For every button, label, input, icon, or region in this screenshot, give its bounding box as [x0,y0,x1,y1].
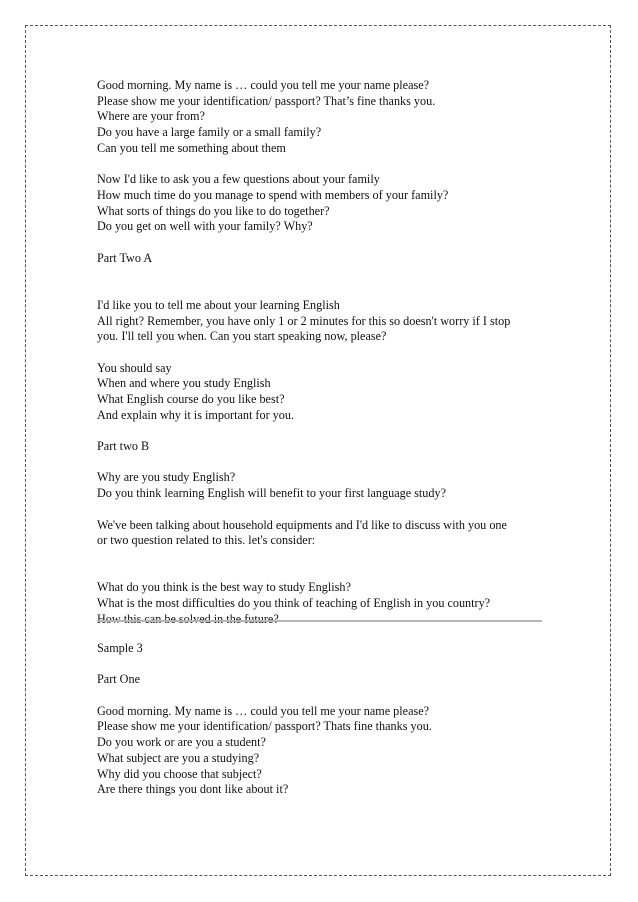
text-line: Why are you study English? [97,470,236,485]
section-divider [97,620,542,622]
text-line: Why did you choose that subject? [97,766,262,781]
text-line: Please show me your identification/ passport? That’s fine thanks you. [97,93,436,108]
section-one [97,78,547,627]
text-line: Where are your from? [97,109,205,124]
text-line: Good morning. My name is … could you tell me your name please? [97,78,430,92]
text-line: You should say [97,360,172,375]
text-line: Please show me your identification/ passport? Thats fine thanks you. [97,719,432,734]
text-line: How much time do you manage to spend with members of your family? [97,187,449,202]
part-one-heading: Part One [97,672,140,687]
text-line: Are there things you dont like about it? [97,782,289,797]
text-line: Good morning. My name is … could you tell me your name please? [97,703,430,718]
text-line: What subject are you a studying? [97,750,260,765]
text-line: What English course do you like best? [97,392,285,406]
text-line: What is the most difficulties do you think of teaching of English in you country? [97,596,491,611]
text-line: When and where you study English [97,376,271,391]
text-line: What do you think is the best way to study English? [97,580,351,595]
text-line: How this can be solved in the future? [97,611,279,626]
section-two [97,641,547,798]
text-line: you. I'll tell you when. Can you start speaking now, please? [97,329,387,344]
text-line: Do you work or are you a student? [97,735,266,750]
text-line: Do you think learning English will benefit to your first language study? [97,486,446,501]
text-line: Now I'd like to ask you a few questions about your family [97,172,380,187]
text-line: or two question related to this. let's consider: [97,533,316,548]
text-line: I'd like you to tell me about your learning English [97,297,340,312]
part-two-a-heading: Part Two A [97,250,153,265]
text-line: All right? Remember, you have only 1 or 2 minutes for this so doesn't worry if I stop [97,313,511,328]
text-line: Can you tell me something about them [97,140,286,155]
text-line: Do you have a large family or a small family? [97,125,322,140]
text-line: We've been talking about household equipments and I'd like to discuss with you one [97,517,507,532]
text-line: Do you get on well with your family? Why? [97,219,313,234]
text-line: What sorts of things do you like to do together? [97,203,330,218]
part-two-b-heading: Part two B [97,439,150,454]
sample-heading: Sample 3 [97,641,143,655]
text-line: And explain why it is important for you. [97,407,295,422]
